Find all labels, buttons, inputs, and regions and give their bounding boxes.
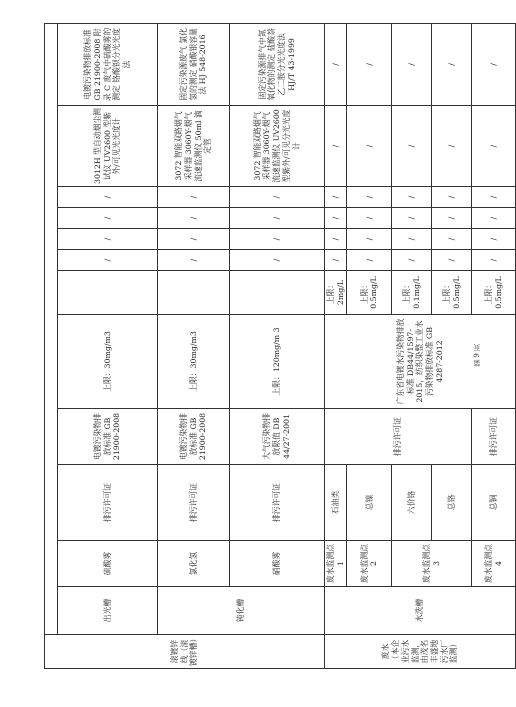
- slash-cell: /: [325, 229, 347, 250]
- slash-cell: /: [158, 208, 230, 229]
- table-row: [325, 23, 347, 668]
- limit-cell: 上限：2mg/L: [325, 271, 347, 315]
- point-cell: 废水监测点 2: [347, 541, 392, 587]
- subsection-washing: 水洗槽: [325, 587, 516, 635]
- permit-cell: 排污许可证: [158, 465, 230, 541]
- equipment-cell: 3072 智能双路烟气采样器 3060Y-烟气流速监测仪 50ml 滴定管: [158, 106, 230, 187]
- method-cell: /: [325, 23, 347, 105]
- method-cell: /: [347, 23, 392, 105]
- permit-cell: 排污许可证: [472, 409, 516, 465]
- empty-cell: [158, 271, 230, 315]
- permit-cell: 排污许可证: [230, 465, 325, 541]
- equipment-cell: /: [325, 106, 347, 187]
- slash-cell: /: [392, 229, 432, 250]
- equipment-cell: /: [432, 106, 472, 187]
- method-cell: 固定污染源废气 氯化氢的测定 硝酸银容量法 HJ 548-2016: [158, 23, 230, 105]
- table-row-top: [45, 23, 58, 668]
- slash-cell: /: [158, 229, 230, 250]
- permit-cell: 排污许可证: [325, 409, 472, 465]
- method-cell: 电镀污染物排放标准 GB 21900-2008 附录 C 废气中硫酸雾的测定 铬酸钡分光光度法: [58, 23, 158, 105]
- subsection-polishing: 出光槽: [58, 587, 158, 635]
- standard-cell: 广东省电镀水污染物排放标准 DB44/1597-2015，纺织染整工业水污染物排放标准 GB 4287-2012: [325, 315, 516, 409]
- standard-cell: 大气污染物排放限值 DB 44/27-2001: [230, 409, 325, 465]
- limit-cell: 上限：30mg/m3: [58, 315, 158, 409]
- slash-cell: /: [472, 250, 516, 271]
- pollutant-cell: 总铜: [472, 465, 516, 541]
- pollutant-cell: 总镍: [347, 465, 392, 541]
- slash-cell: /: [325, 187, 347, 208]
- subsection-passivation: 钝化槽: [158, 587, 325, 635]
- slash-cell: /: [432, 187, 472, 208]
- monitoring-table: [44, 23, 516, 669]
- slash-cell: /: [472, 187, 516, 208]
- method-cell: /: [472, 23, 516, 105]
- slash-cell: /: [432, 208, 472, 229]
- slash-cell: /: [230, 187, 325, 208]
- slash-cell: /: [392, 208, 432, 229]
- slash-cell: /: [158, 187, 230, 208]
- method-cell: /: [392, 23, 432, 105]
- method-cell: 固定污染源排气中氮氧化物的测定 盐酸萘乙二胺分光光度法 HJ/T 43-1999: [230, 23, 325, 105]
- cell-empty: [45, 23, 58, 634]
- section-plating-line: 滚镀锌线（滚镀锌槽）: [45, 635, 325, 669]
- table-row: [230, 23, 325, 668]
- slash-cell: /: [472, 208, 516, 229]
- slash-cell: /: [230, 208, 325, 229]
- empty-cell: [58, 271, 158, 315]
- slash-cell: /: [347, 187, 392, 208]
- pollutant-cell: 总铬: [432, 465, 472, 541]
- pollutant-cell: 硝酸雾: [230, 541, 325, 587]
- point-cell: 废水监测点 3: [392, 541, 472, 587]
- table-row: [158, 23, 230, 668]
- slash-cell: /: [325, 208, 347, 229]
- permit-cell: 排污许可证: [58, 465, 158, 541]
- slash-cell: /: [392, 187, 432, 208]
- slash-cell: /: [392, 250, 432, 271]
- equipment-cell: /: [472, 106, 516, 187]
- slash-cell: /: [347, 250, 392, 271]
- equipment-cell: /: [347, 106, 392, 187]
- equipment-cell: /: [392, 106, 432, 187]
- limit-cell: 上限：120mg/m 3: [230, 315, 325, 409]
- slash-cell: /: [325, 250, 347, 271]
- limit-cell: 上限：30mg/m3: [158, 315, 230, 409]
- empty-cell: [230, 271, 325, 315]
- standard-cell: 电镀污染物排放标准 GB 21900-2008: [58, 409, 158, 465]
- slash-cell: /: [58, 187, 158, 208]
- pollutant-cell: 氯化氢: [158, 541, 230, 587]
- section-wastewater: 废水（本企业污水监测，由茂名丰盛地污水厂监测）: [325, 635, 516, 669]
- limit-cell: 上限：0.5mg/L: [347, 271, 392, 315]
- pollutant-cell: 硫酸雾: [58, 541, 158, 587]
- point-cell: 废水监测点 4: [472, 541, 516, 587]
- slash-cell: /: [58, 208, 158, 229]
- point-cell: 废水监测点 1: [325, 541, 347, 587]
- slash-cell: /: [432, 229, 472, 250]
- slash-cell: /: [347, 229, 392, 250]
- slash-cell: /: [472, 229, 516, 250]
- limit-cell: 上限：0.5mg/L: [432, 271, 472, 315]
- slash-cell: /: [347, 208, 392, 229]
- equipment-cell: 3012H 型自动烟尘测试仪 UV2600 型紫外/可见光光度计: [58, 106, 158, 187]
- equipment-cell: 3072 智能双路烟气采样器 3060Y-烟气流速监测仪 UV2600 型紫外/可见分光光度计: [230, 106, 325, 187]
- slash-cell: /: [58, 250, 158, 271]
- slash-cell: /: [230, 250, 325, 271]
- slash-cell: /: [158, 250, 230, 271]
- table-row: [58, 23, 158, 668]
- limit-cell: 上限：0.1mg/L: [392, 271, 432, 315]
- pollutant-cell: 石油类: [325, 465, 347, 541]
- pollutant-cell: 六价铬: [392, 465, 432, 541]
- slash-cell: /: [432, 250, 472, 271]
- method-cell: /: [432, 23, 472, 105]
- page-number: 第 9 页: [473, 344, 481, 367]
- limit-cell: 上限：0.5mg/L: [472, 271, 516, 315]
- slash-cell: /: [230, 229, 325, 250]
- slash-cell: /: [58, 229, 158, 250]
- standard-cell: 电镀污染物排放标准 GB 21900-2008: [158, 409, 230, 465]
